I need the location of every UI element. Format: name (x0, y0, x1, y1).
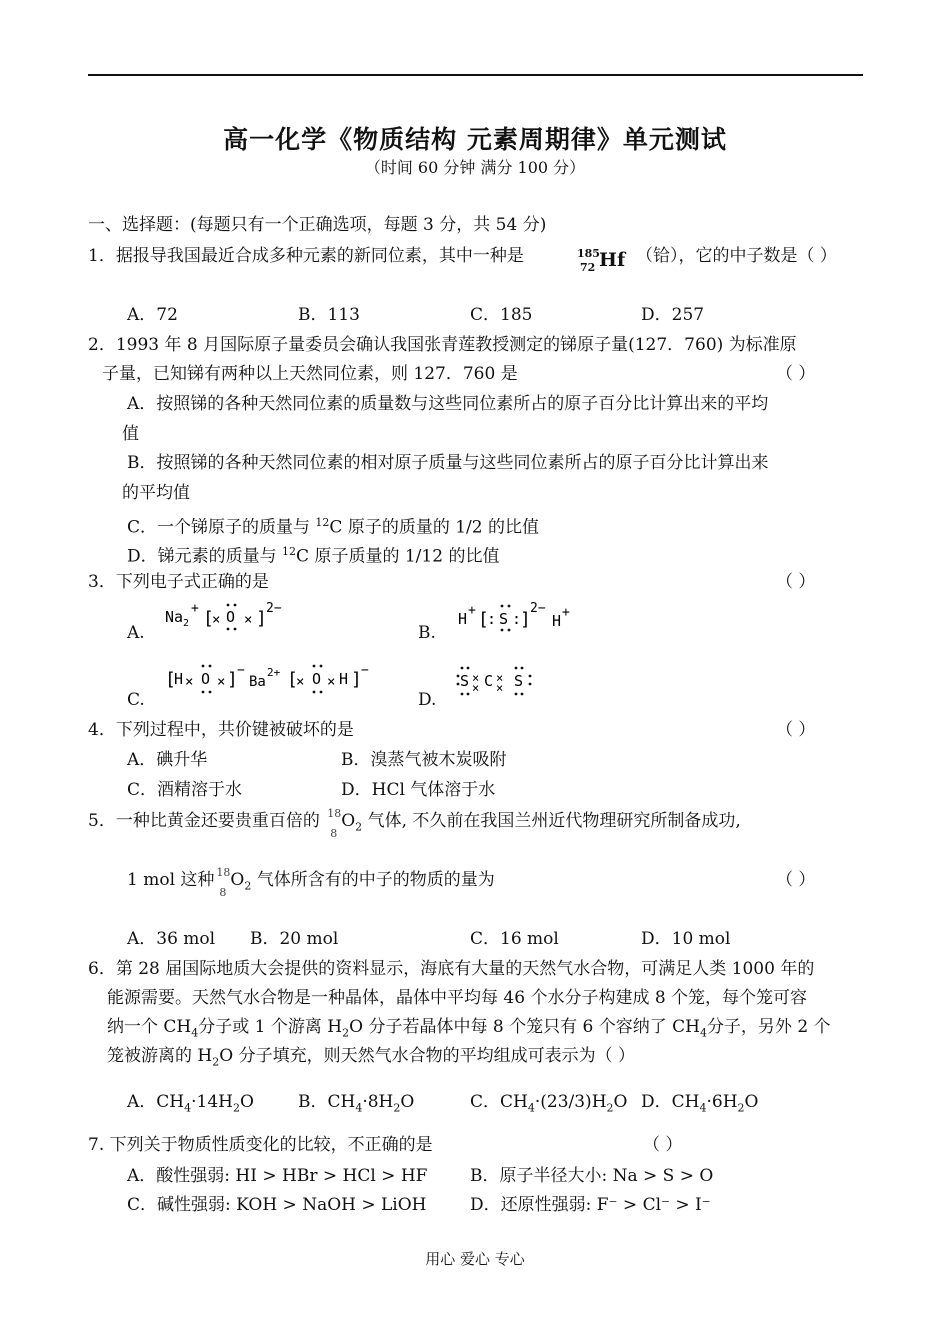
q6c-1: C．CH (470, 1092, 528, 1112)
q7-option-c: C．碱性强弱: KOH > NaOH > LiOH (127, 1195, 427, 1215)
q5-nuclide-2-mass: 18 (216, 865, 231, 879)
q5-line2-pre: 1 mol 这种 (127, 870, 215, 890)
q5-nuclide-2-atomic: 8 (219, 885, 227, 899)
q6d-1: D．CH (641, 1092, 700, 1112)
q3c-oxygen-1: O (201, 670, 211, 688)
q2-stem-line1: 2．1993 年 8 月国际原子量委员会确认我国张青莲教授测定的锑原子量(127．760) 为标准原 (88, 335, 797, 355)
q3b-sulfur: S (499, 610, 509, 628)
q3c-bracket-2: ] (227, 669, 238, 690)
q5-answer-paren: （ ） (776, 870, 816, 890)
q5-nuclide-1-atomic: 8 (330, 826, 338, 840)
q2-stem-line2: 子量，已知锑有两种以上天然同位素，则 127．760 是 (102, 364, 518, 384)
q3d-cross-2: × (472, 681, 480, 695)
q3b-h-left: H (458, 610, 468, 628)
q3a-charge: 2− (266, 601, 282, 616)
q6a-s2: 2 (232, 1101, 240, 1115)
q6b-s2: 2 (393, 1101, 401, 1115)
q4-option-c: C．酒精溶于水 (127, 780, 243, 800)
q2-option-c-sup: 12 (315, 516, 330, 529)
q3b-right-bracket: ] (520, 609, 531, 630)
q6c-s2: 2 (606, 1101, 614, 1115)
q5-stem-line2 (127, 865, 495, 899)
q7-option-d: D．还原性强弱: F⁻ > Cl⁻ > I⁻ (470, 1195, 711, 1215)
q3-label-b: B. (418, 623, 436, 643)
q3a-oxygen: O (226, 608, 236, 626)
q2-option-a-line1: A．按照锑的各种天然同位素的质量数与这些同位素所占的原子百分比计算出来的平均 (127, 394, 769, 414)
q2-option-a-line2: 值 (122, 424, 139, 444)
q3-stem: 3．下列电子式正确的是 (88, 572, 269, 592)
q3c-bracket-4: ] (351, 669, 362, 690)
q1-stem-after: （铪），它的中子数是（ ） (636, 246, 837, 266)
q6-l4-sub: 2 (212, 1055, 220, 1069)
q6-l4b: O 分子填充，则天然气水合物的平均组成可表示为（ ） (219, 1046, 635, 1066)
q3b-colon-left: : (487, 610, 497, 628)
q5-nuclide-1-mass: 18 (327, 806, 342, 820)
q2-answer-paren: （ ） (776, 364, 816, 384)
q6-option-c (470, 1091, 627, 1119)
q2-option-c-pre: C．一个锑原子的质量与 (127, 517, 316, 538)
q2-option-d (127, 541, 499, 568)
q6-l3d: 分子，另外 2 个 (706, 1017, 831, 1037)
q3b-colon-right: : (512, 610, 522, 628)
q3d-sulfur-right: S (514, 672, 524, 690)
q3a-cation-sub: 2 (183, 618, 190, 629)
q6-stem-line2: 能源需要。天然气水合物是一种晶体，晶体中平均每 46 个水分子构建成 8 个笼，每个笼可容 (107, 988, 808, 1008)
q3d-sulfur-left: S (460, 672, 470, 690)
q3-formula-c (163, 660, 383, 700)
q5-line1-pre: 5．一种比黄金还要贵重百倍的 (88, 811, 320, 831)
q6-stem-line3 (107, 1016, 831, 1044)
section-heading: 一、选择题：(每题只有一个正确选项，每题 3 分，共 54 分) (88, 215, 547, 235)
q3c-barium: Ba (249, 674, 266, 690)
q6-stem-line1: 6．第 28 届国际地质大会提供的资料显示，海底有大量的天然气水合物，可满足人类 1000 年的 (88, 959, 815, 979)
q6-stem-line4 (107, 1045, 635, 1073)
q5-nuclide-2 (214, 865, 231, 899)
q5-nuclide-1-symbol: O (341, 811, 356, 831)
q3-answer-paren: （ ） (776, 572, 816, 592)
q3-label-c: C. (127, 690, 145, 710)
q6d-3: O (744, 1092, 759, 1112)
q3a-right-bracket: ] (256, 608, 267, 629)
q6-option-a (127, 1091, 254, 1119)
q1-option-c: C．185 (470, 305, 533, 325)
q6a-1: A．CH (127, 1092, 185, 1112)
q2-option-c-post: C 原子的质量的 1/2 的比值 (329, 517, 539, 538)
q6b-s1: 4 (355, 1101, 363, 1115)
q3c-barium-charge: 2+ (267, 666, 281, 679)
q5-nuclide-1-sub: 2 (355, 820, 363, 834)
q3d-cross-3: × (496, 671, 504, 685)
page-title: 高一化学《物质结构 元素周期律》单元测试 (223, 125, 727, 154)
q1-option-a: A．72 (127, 305, 178, 325)
q3c-minus-1: − (237, 663, 245, 678)
q6c-3: O (613, 1092, 628, 1112)
q3b-plus-right: + (562, 605, 570, 620)
q6-l3a: 纳一个 CH (107, 1017, 192, 1037)
q2-option-b-line1: B．按照锑的各种天然同位素的相对原子质量与这些同位素所占的原子百分比计算出来 (127, 453, 769, 473)
q4-stem: 4．下列过程中，共价键被破坏的是 (88, 720, 354, 740)
q6-l3-sub2: 2 (342, 1026, 350, 1040)
q3d-carbon: C (484, 672, 494, 690)
q3c-oxygen-2: O (312, 670, 322, 688)
q6-l3c: O 分子若晶体中每 8 个笼只有 6 个容纳了 CH (349, 1017, 700, 1037)
q3b-charge: 2− (530, 601, 546, 616)
q2-option-d-pre: D．锑元素的质量与 (127, 546, 283, 567)
q7-option-a: A．酸性强弱: HI > HBr > HCl > HF (127, 1166, 428, 1186)
q7-option-b: B．原子半径大小: Na > S > O (470, 1166, 714, 1186)
q6c-s1: 4 (527, 1101, 535, 1115)
q2-option-b-line2: 的平均值 (122, 483, 190, 503)
q4-option-b: B．溴蒸气被木炭吸附 (341, 750, 507, 770)
q1-option-b: B．113 (298, 305, 360, 325)
q5-stem-line1 (88, 806, 741, 840)
q3a-plus: + (191, 601, 199, 616)
q6-l3-sub3: 4 (699, 1026, 707, 1040)
q4-option-a: A．碘升华 (127, 750, 208, 770)
q5-nuclide-2-symbol: O (230, 870, 245, 890)
q4-answer-paren: （ ） (776, 720, 816, 740)
q6-l3-sub1: 4 (191, 1026, 199, 1040)
q6d-2: ·6H (706, 1092, 738, 1112)
page-subtitle: （时间 60 分钟 满分 100 分） (364, 158, 586, 177)
q2-option-d-sup: 12 (282, 545, 297, 558)
page-footer: 用心 爱心 专心 (425, 1250, 525, 1268)
q3c-h-1: H (174, 670, 184, 688)
q3b-left-bracket: [ (478, 609, 489, 630)
q3c-h-2: H (339, 670, 349, 688)
q3-formula-a (163, 598, 303, 636)
q7-answer-paren: （ ） (643, 1135, 683, 1155)
q6b-2: ·8H (362, 1092, 394, 1112)
q1-stem (88, 245, 524, 267)
q3c-cross-4: × (327, 674, 336, 690)
q3a-cation: Na (165, 608, 184, 626)
q6a-2: ·14H (191, 1092, 233, 1112)
q5-line2-post: 气体所含有的中子的物质的量为 (256, 870, 495, 890)
q5-option-c: C．16 mol (470, 929, 559, 949)
q3a-cross-left: × (212, 612, 221, 628)
q1-option-d: D．257 (641, 305, 705, 325)
q6d-s2: 2 (737, 1101, 745, 1115)
q1-isotope-mass: 185 (577, 247, 600, 260)
q2-option-d-post: C 原子质量的 1/12 的比值 (296, 546, 500, 567)
q3d-cross-4: × (496, 681, 504, 695)
q5-nuclide-2-sub: 2 (244, 879, 252, 893)
q6c-2: ·(23/3)H (534, 1092, 607, 1112)
q5-line1-post: 气体, 不久前在我国兰州近代物理研究所制备成功, (367, 811, 741, 831)
q3-formula-d (456, 662, 566, 700)
q3b-h-right: H (552, 612, 562, 630)
q6-l3b: 分子或 1 个游离 H (198, 1017, 343, 1037)
q1-isotope-atomic: 72 (580, 261, 596, 274)
q6a-3: O (239, 1092, 254, 1112)
q6a-s1: 4 (184, 1101, 192, 1115)
q1-stem-before: 1．据报导我国最近合成多种元素的新同位素，其中一种是 (88, 246, 524, 266)
q5-option-d: D．10 mol (641, 929, 731, 949)
q3c-bracket-1: [ (165, 669, 176, 690)
q3c-cross-1: × (185, 674, 194, 690)
q1-isotope-symbol: Hf (599, 249, 626, 271)
q3a-cross-right: × (244, 612, 253, 628)
q6d-s1: 4 (699, 1101, 707, 1115)
q6-l4a: 笼被游离的 H (107, 1046, 213, 1066)
q3c-bracket-3: [ (287, 669, 298, 690)
q3d-cross-1: × (472, 671, 480, 685)
q5-option-b: B．20 mol (250, 929, 339, 949)
q3c-cross-3: × (296, 674, 305, 690)
header-rule (88, 74, 863, 76)
q3-label-a: A. (127, 623, 145, 643)
q2-option-c (127, 512, 539, 539)
q4-option-d: D．HCl 气体溶于水 (341, 780, 496, 800)
q3-formula-b (456, 600, 596, 638)
q5-nuclide-1 (325, 806, 342, 840)
q7-stem: 7. 下列关于物质性质变化的比较，不正确的是 (88, 1135, 433, 1155)
q6b-1: B．CH (298, 1092, 356, 1112)
q3c-cross-2: × (217, 674, 226, 690)
q6b-3: O (400, 1092, 415, 1112)
q3-label-d: D. (418, 690, 437, 710)
q6-option-b (298, 1091, 414, 1119)
q3a-left-bracket: [ (203, 608, 214, 629)
q3b-plus-left: + (468, 603, 476, 618)
q5-option-a: A．36 mol (127, 929, 216, 949)
q6-option-d (641, 1091, 758, 1119)
q3c-minus-2: − (361, 663, 369, 678)
